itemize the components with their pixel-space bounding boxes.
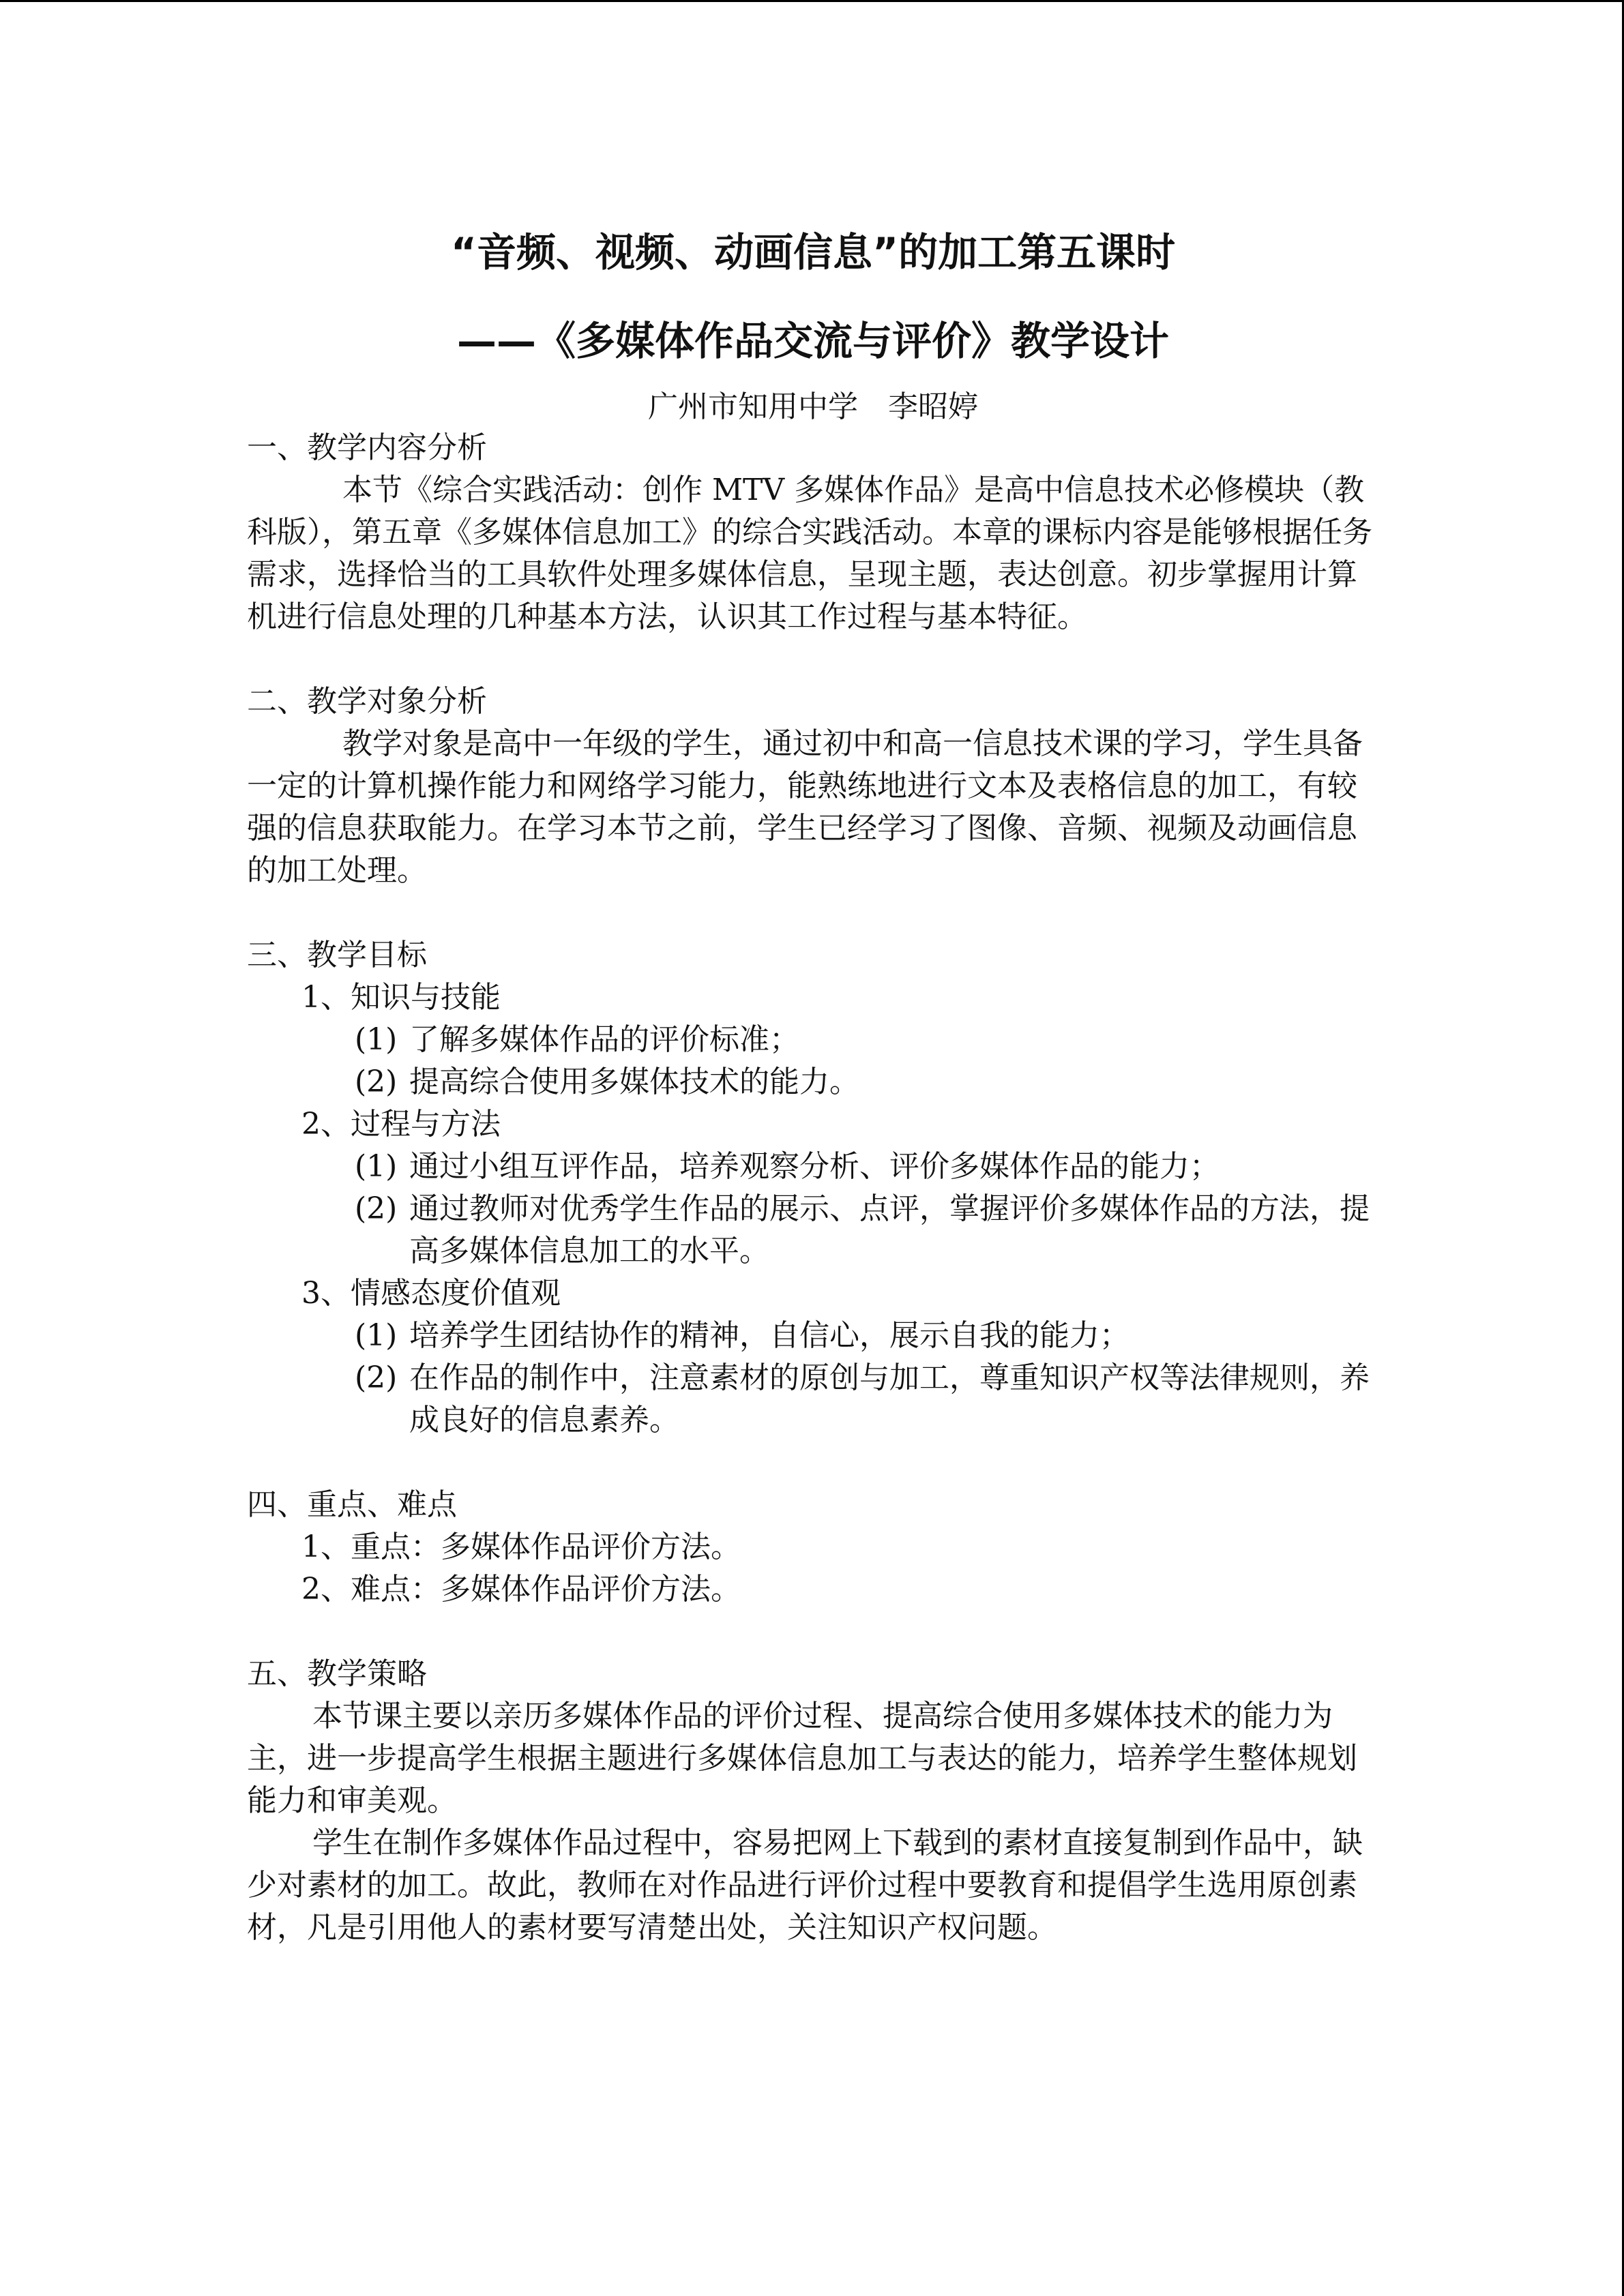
goal-group-label: 1、知识与技能	[301, 980, 501, 1015]
page-border-top	[0, 0, 1624, 2]
goal-group-label: 2、过程与方法	[301, 1107, 501, 1142]
goal-item-text: 了解多媒体作品的评价标准；	[409, 1022, 799, 1057]
goal-item-text: 培养学生团结协作的精神，自信心，展示自我的能力；	[409, 1318, 1130, 1353]
goal-item	[355, 1019, 1379, 1061]
goal-item-text: 提高综合使用多媒体技术的能力。	[409, 1064, 859, 1099]
section-paragraph: 本节《综合实践活动：创作 MTV 多媒体作品》是高中信息技术必修模块（教科版），第五章《多媒体信息加工》的综合实践活动。本章的课标内容是能够根据任务需求，选择恰当的工具软件处理多媒体信息，呈现主题，表达创意。初步掌握用计算机进行信息处理的几种基本方法，认识其工作过程与基本特征。	[247, 473, 1372, 634]
goal-item	[355, 1061, 1379, 1103]
goal-group-label: 3、情感态度价值观	[301, 1276, 561, 1311]
goal-item	[355, 1357, 1379, 1442]
section-paragraph: 学生在制作多媒体作品过程中，容易把网上下载到的素材直接复制到作品中，缺少对素材的加工。故此，教师在对作品进行评价过程中要教育和提倡学生选用原创素材，凡是引用他人的素材要写清楚出处，关注知识产权问题。	[247, 1825, 1363, 1945]
author-line: 广州市知用中学 李昭婷	[648, 389, 978, 424]
document-subtitle: ——《多媒体作品交流与评价》教学设计	[456, 318, 1169, 364]
goal-item-number: (2)	[355, 1360, 398, 1395]
section-paragraph: 本节课主要以亲历多媒体作品的评价过程、提高综合使用多媒体技术的能力为主，进一步提高学生根据主题进行多媒体信息加工与表达的能力，培养学生整体规划能力和审美观。	[247, 1699, 1357, 1818]
goal-item-number: (1)	[355, 1149, 398, 1184]
difficulty-item: 2、难点：多媒体作品评价方法。	[301, 1572, 741, 1607]
document-body	[247, 225, 1379, 1949]
section-heading-student-analysis: 二、教学对象分析	[247, 684, 487, 719]
goal-item-text: 在作品的制作中，注意素材的原创与加工，尊重知识产权等法律规则，养成良好的信息素养。	[409, 1360, 1370, 1437]
key-point-item: 1、重点：多媒体作品评价方法。	[301, 1530, 741, 1564]
goal-item-number: (2)	[355, 1064, 398, 1099]
section-paragraph: 教学对象是高中一年级的学生，通过初中和高一信息技术课的学习，学生具备一定的计算机操作能力和网络学习能力，能熟练地进行文本及表格信息的加工，有较强的信息获取能力。在学习本节之前，学生已经学习了图像、音频、视频及动画信息的加工处理。	[247, 726, 1363, 888]
section-heading-content-analysis: 一、教学内容分析	[247, 430, 487, 465]
goal-item-text: 通过小组互评作品，培养观察分析、评价多媒体作品的能力；	[409, 1149, 1220, 1184]
document-title: “音频、视频、动画信息”的加工第五课时	[450, 229, 1176, 275]
section-heading-teaching-goals: 三、教学目标	[247, 938, 427, 972]
goal-item	[355, 1315, 1379, 1357]
goal-item-number: (1)	[355, 1318, 398, 1353]
goal-item-number: (1)	[355, 1022, 398, 1057]
section-heading-teaching-strategy: 五、教学策略	[247, 1656, 427, 1691]
goal-item	[355, 1188, 1379, 1272]
goal-item-number: (2)	[355, 1191, 398, 1226]
section-heading-key-points: 四、重点、难点	[247, 1487, 457, 1522]
goal-item	[355, 1146, 1379, 1188]
goal-item-text: 通过教师对优秀学生作品的展示、点评，掌握评价多媒体作品的方法，提高多媒体信息加工的水平。	[409, 1191, 1370, 1268]
